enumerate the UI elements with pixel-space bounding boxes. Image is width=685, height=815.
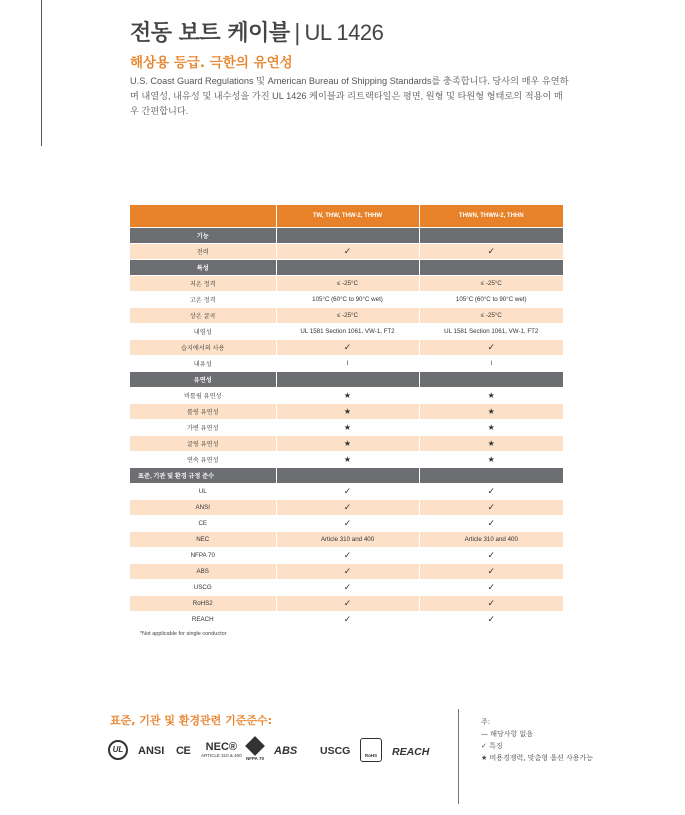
row-label-cell: 기능 [130,227,276,243]
legend-title: 주: [481,718,491,726]
row-value-thwn-cell: ✓ [419,547,563,563]
table-section-row [130,227,563,243]
legend-item-feature: ✓ 특징 [481,742,503,750]
row-label-cell: 저온 정격 [130,275,276,291]
legend [481,716,593,764]
row-value-thwn-cell: ✓ [419,579,563,595]
title-separator: | [293,21,301,46]
row-value-tw-cell [276,259,419,275]
row-value-thwn-cell: ★ [419,451,563,467]
row-label-cell: 전력 [130,243,276,259]
row-value-thwn-cell: ✓ [419,515,563,531]
table-row [130,563,563,579]
ansi-logo-icon: ANSI [138,745,165,757]
spec-table [130,205,563,628]
spec-table-body [130,205,563,627]
row-value-thwn-cell: ★ [419,387,563,403]
header-cell-tw: TW, THW, THW-2, THHW [276,205,419,227]
table-row [130,451,563,467]
table-row [130,403,563,419]
table-row [130,275,563,291]
table-section-row [130,467,563,483]
table-row [130,611,563,627]
row-value-thwn-cell: ✓ [419,243,563,259]
row-label-cell: 내유성 [130,355,276,371]
reach-logo-icon: REACH [392,746,430,758]
row-label-cell: 표준, 기관 및 환경 규정 준수 [130,467,276,483]
row-value-tw-cell: Article 310 and 400 [276,531,419,547]
row-label-cell: 유연성 [130,371,276,387]
page-subtitle: 해상용 등급. 극한의 유연성 [130,55,293,71]
row-value-thwn-cell: ✓ [419,595,563,611]
table-row [130,243,563,259]
header-cell-thwn: THWN, THWN-2, THHN [419,205,563,227]
row-value-tw-cell [276,467,419,483]
nfpa-diamond-icon [245,736,265,756]
footnote: *Not applicable for single conductor [140,631,227,637]
row-value-thwn-cell: ✓ [419,339,563,355]
row-value-tw-cell: ★ [276,387,419,403]
table-row [130,307,563,323]
standards-logos [108,737,438,773]
row-value-tw-cell [276,371,419,387]
row-value-tw-cell: ✓ [276,499,419,515]
row-value-tw-cell: ★ [276,419,419,435]
legend-item-custom-option: ★ 비용경쟁력, 맞춤형 옵션 사용가능 [481,754,594,762]
row-label-cell: 상온 굴곡 [130,307,276,323]
row-value-tw-cell: 105°C (60°C to 90°C wet) [276,291,419,307]
table-row [130,323,563,339]
row-value-thwn-cell: UL 1581 Section 1061, VW-1, FT2 [419,323,563,339]
page-title [130,16,383,47]
table-row [130,387,563,403]
rohs-logo-icon: RoHS [360,738,382,762]
row-label-cell: 롤링 유연성 [130,403,276,419]
row-label-cell: REACH [130,611,276,627]
row-value-thwn-cell: ≤ -25°C [419,275,563,291]
row-value-tw-cell: ≤ -25°C [276,275,419,291]
table-row [130,339,563,355]
table-row [130,435,563,451]
row-value-tw-cell: I [276,355,419,371]
row-value-tw-cell: ✓ [276,595,419,611]
row-value-thwn-cell [419,259,563,275]
row-value-tw-cell: ✓ [276,243,419,259]
row-value-thwn-cell: ★ [419,435,563,451]
left-margin-rule [41,0,42,146]
row-value-tw-cell: UL 1581 Section 1061, VW-1, FT2 [276,323,419,339]
row-value-tw-cell: ★ [276,403,419,419]
row-value-tw-cell: ★ [276,451,419,467]
nfpa-logo-text: NFPA 70 [246,756,265,761]
ul-logo-icon: UL [108,740,128,760]
row-label-cell: RoHS2 [130,595,276,611]
row-label-cell: NEC [130,531,276,547]
row-label-cell: 특성 [130,259,276,275]
row-value-tw-cell: ★ [276,435,419,451]
row-label-cell: 굴링 유연성 [130,435,276,451]
table-row [130,291,563,307]
legend-divider [458,709,459,804]
header-cell-blank [130,205,276,227]
table-row [130,595,563,611]
title-main: 전동 보트 케이블 [130,21,290,46]
row-value-tw-cell: ✓ [276,483,419,499]
row-value-tw-cell: ✓ [276,611,419,627]
table-row [130,355,563,371]
intro-paragraph: U.S. Coast Guard Regulations 및 American Bureau of Shipping Standards를 충족합니다. 당사의 매우 유연하며 내열성, 내유성 및 내수성을 가진 UL 1426 케이블과 리트랙타일은 평면, 원형 및 타원형 형태로의 적용이 매우 간편합니다. [130,76,569,116]
row-value-tw-cell: ✓ [276,547,419,563]
row-value-tw-cell: ✓ [276,579,419,595]
nfpa-logo-icon [246,739,264,761]
row-value-thwn-cell: Article 310 and 400 [419,531,563,547]
table-header-row [130,205,563,227]
row-value-thwn-cell: 105°C (60°C to 90°C wet) [419,291,563,307]
abs-logo-icon: ABS [274,745,298,757]
nec-logo-subtext: ARTICLE 310 & 400 [201,753,242,758]
table-row [130,419,563,435]
row-value-thwn-cell [419,227,563,243]
row-label-cell: CE [130,515,276,531]
legend-item-not-applicable: — 해당사항 없음 [481,730,534,738]
row-value-tw-cell: ✓ [276,515,419,531]
row-value-tw-cell: ✓ [276,339,419,355]
row-label-cell: 연속 유연성 [130,451,276,467]
nec-logo-text: NEC® [205,741,238,753]
row-value-thwn-cell: ✓ [419,483,563,499]
row-value-thwn-cell [419,467,563,483]
table-row [130,483,563,499]
row-value-thwn-cell: ★ [419,419,563,435]
row-value-thwn-cell: ✓ [419,499,563,515]
row-value-thwn-cell: ✓ [419,611,563,627]
row-label-cell: UL [130,483,276,499]
row-label-cell: 가변 유연성 [130,419,276,435]
row-label-cell: ANSI [130,499,276,515]
table-section-row [130,259,563,275]
ce-logo-icon: CE [176,745,191,757]
table-section-row [130,371,563,387]
table-row [130,515,563,531]
title-ul-standard: UL 1426 [304,20,384,45]
row-value-thwn-cell: I [419,355,563,371]
row-label-cell: ABS [130,563,276,579]
row-value-tw-cell [276,227,419,243]
standards-title: 표준, 기관 및 환경관련 기준준수: [110,714,273,727]
row-value-thwn-cell [419,371,563,387]
row-value-thwn-cell: ≤ -25°C [419,307,563,323]
nec-logo-icon [201,741,242,758]
row-value-thwn-cell: ★ [419,403,563,419]
table-row [130,579,563,595]
table-row [130,499,563,515]
row-label-cell: 내염성 [130,323,276,339]
row-value-thwn-cell: ✓ [419,563,563,579]
row-label-cell: 습지에서의 사용 [130,339,276,355]
row-value-tw-cell: ≤ -25°C [276,307,419,323]
row-label-cell: NFPA 70 [130,547,276,563]
row-value-tw-cell: ✓ [276,563,419,579]
table-row [130,531,563,547]
row-label-cell: 비틀림 유연성 [130,387,276,403]
uscg-logo-icon: USCG [320,745,351,757]
table-row [130,547,563,563]
row-label-cell: 고온 정격 [130,291,276,307]
row-label-cell: USCG [130,579,276,595]
